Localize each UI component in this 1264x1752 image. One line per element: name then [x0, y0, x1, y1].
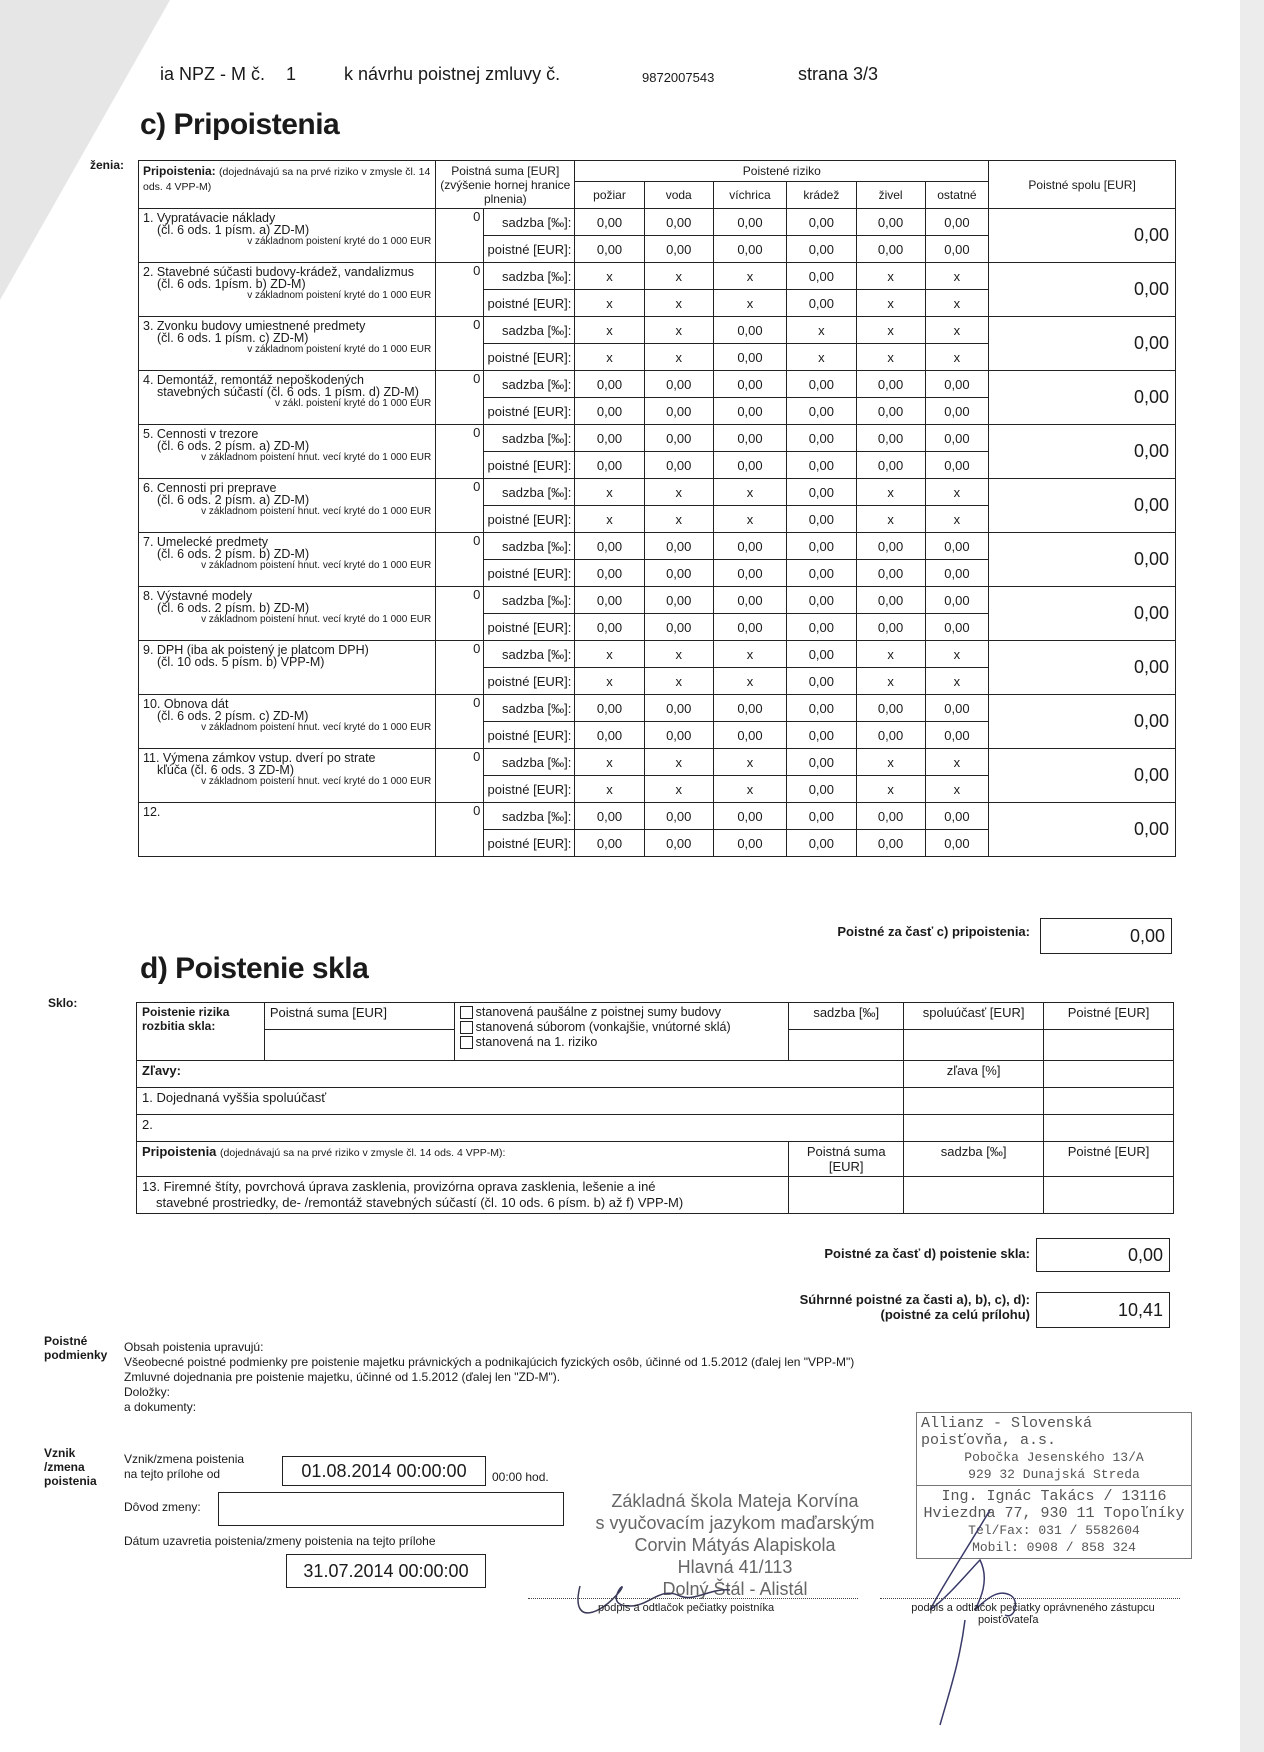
- rider-description: 5. Cennosti v trezore (čl. 6 ods. 2 písm. a) ZD-M) v základnom poistení hnut. vecí kryté do 1 000 EUR: [139, 425, 436, 479]
- col-header-risk: Poistené riziko: [575, 161, 989, 182]
- premium-cell: x: [925, 290, 989, 317]
- glass-table: [136, 1002, 1174, 1214]
- rate-cell: 0,00: [575, 803, 644, 830]
- rider-description: 10. Obnova dát (čl. 6 ods. 2 písm. c) ZD-M) v základnom poistení hnut. vecí kryté do 1 000 EUR: [139, 695, 436, 749]
- premium-cell: 0,00: [925, 830, 989, 857]
- premium-cell: 0,00: [575, 614, 644, 641]
- glass-rate-value: [789, 1030, 904, 1061]
- reason-field: [218, 1492, 564, 1526]
- premium-cell: x: [575, 344, 644, 371]
- rate-cell: 0,00: [713, 371, 786, 398]
- premium-cell: 0,00: [713, 722, 786, 749]
- glass-riders-label: Pripoistenia (dojednávajú sa na prvé riziko v zmysle čl. 14 ods. 4 VPP-M):: [137, 1142, 789, 1177]
- conclusion-date-field: 31.07.2014 00:00:00: [286, 1554, 486, 1588]
- conditions-text: Obsah poistenia upravujú: Všeobecné poistné podmienky pre poistenie majetku právnických a podnikajúcich fyzických osôb, účinné od 1.5.2012 (ďalej len "VPP-M") Zmluvné dojednania pre poistenie majetku, účinné od 1.5.2012 (ďalej len "ZD-M"). Doložky: a dokumenty:: [124, 1340, 855, 1414]
- premium-cell: 0,00: [713, 398, 786, 425]
- rate-cell: 0,00: [856, 371, 925, 398]
- rate-cell: 0,00: [644, 587, 713, 614]
- discount-pct-label: zľava [%]: [904, 1061, 1044, 1088]
- discounts-label: Zľavy:: [137, 1061, 904, 1088]
- premium-cell: x: [856, 668, 925, 695]
- rate-cell: x: [925, 317, 989, 344]
- premium-cell: 0,00: [575, 236, 644, 263]
- rate-label: sadzba [‰]:: [484, 803, 575, 830]
- rider-sum: 0: [436, 533, 484, 587]
- contract-number: 9872007543: [642, 70, 715, 85]
- rider-rate-row: [139, 749, 1176, 776]
- glass-risk-label: Poistenie rizika rozbitia skla:: [137, 1003, 265, 1061]
- rate-cell: 0,00: [856, 533, 925, 560]
- premium-cell: 0,00: [644, 614, 713, 641]
- premium-cell: x: [925, 668, 989, 695]
- rate-cell: 0,00: [925, 533, 989, 560]
- premium-cell: x: [713, 290, 786, 317]
- premium-cell: x: [644, 344, 713, 371]
- premium-cell: 0,00: [713, 236, 786, 263]
- rate-cell: 0,00: [787, 641, 856, 668]
- premium-cell: x: [575, 776, 644, 803]
- policyholder-sign-line: [528, 1598, 858, 1599]
- rate-cell: 0,00: [575, 209, 644, 236]
- rate-cell: 0,00: [787, 371, 856, 398]
- glass-rider-13: 13. Firemné štíty, povrchová úprava zasklenia, provizórna oprava zasklenia, lešenie a iné stavebné prostriedky, de- /remontáž stavebných súčastí (čl. 10 ods. 6 písm. b) až f) VPP-M): [137, 1177, 789, 1214]
- checkbox[interactable]: [460, 1021, 473, 1034]
- col-header-sum: Poistná suma [EUR] (zvýšenie hornej hranice plnenia): [436, 161, 575, 209]
- rider-sum: 0: [436, 803, 484, 857]
- premium-cell: 0,00: [856, 452, 925, 479]
- rider-total: 0,00: [989, 803, 1176, 857]
- rate-cell: 0,00: [644, 209, 713, 236]
- discount-row: 1. Dojednaná vyššia spoluúčasť: [137, 1088, 904, 1115]
- rate-cell: x: [925, 263, 989, 290]
- glass-rate-label: sadzba [‰]: [789, 1003, 904, 1030]
- agent-sign-line: [880, 1598, 1180, 1599]
- rate-cell: 0,00: [713, 533, 786, 560]
- rate-cell: 0,00: [787, 533, 856, 560]
- discount-value: [904, 1088, 1044, 1115]
- premium-cell: 0,00: [925, 614, 989, 641]
- premium-cell: 0,00: [644, 398, 713, 425]
- rate-cell: 0,00: [856, 425, 925, 452]
- glass-sum-value: [264, 1030, 454, 1061]
- premium-cell: 0,00: [644, 830, 713, 857]
- rider-rate-row: [139, 587, 1176, 614]
- rate-label: sadzba [‰]:: [484, 317, 575, 344]
- rate-cell: 0,00: [644, 425, 713, 452]
- premium-cell: x: [925, 506, 989, 533]
- rider-description: 11. Výmena zámkov vstup. dverí po strate kľúča (čl. 6 ods. 3 ZD-M) v základnom poistení hnut. vecí kryté do 1 000 EUR: [139, 749, 436, 803]
- rate-cell: x: [856, 263, 925, 290]
- rider-total: 0,00: [989, 425, 1176, 479]
- origin-date-field: 01.08.2014 00:00:00: [282, 1456, 486, 1486]
- section-c-title: c) Pripoistenia: [140, 108, 340, 141]
- rider-sum: 0: [436, 479, 484, 533]
- rate-label: sadzba [‰]:: [484, 587, 575, 614]
- header-prefix: ia NPZ - M č.: [160, 64, 266, 84]
- premium-cell: 0,00: [787, 290, 856, 317]
- rate-cell: x: [856, 749, 925, 776]
- section-c-total-label: Poistné za časť c) pripoistenia:: [837, 924, 1030, 939]
- glass-sum-label: Poistná suma [EUR]: [264, 1003, 454, 1030]
- rate-cell: x: [925, 479, 989, 506]
- rate-cell: 0,00: [787, 695, 856, 722]
- rider-sum: 0: [436, 749, 484, 803]
- premium-cell: 0,00: [856, 560, 925, 587]
- premium-label: poistné [EUR]:: [484, 344, 575, 371]
- premium-cell: x: [925, 776, 989, 803]
- premium-label: poistné [EUR]:: [484, 236, 575, 263]
- rate-cell: 0,00: [787, 425, 856, 452]
- rider-total: 0,00: [989, 317, 1176, 371]
- rate-cell: 0,00: [713, 317, 786, 344]
- rider-description: 8. Výstavné modely (čl. 6 ods. 2 písm. b) ZD-M) v základnom poistení hnut. vecí kryté do 1 000 EUR: [139, 587, 436, 641]
- rider-total: 0,00: [989, 263, 1176, 317]
- rate-label: sadzba [‰]:: [484, 425, 575, 452]
- conclusion-label: Dátum uzavretia poistenia/zmeny poistenia na tejto prílohe: [124, 1534, 436, 1548]
- rate-label: sadzba [‰]:: [484, 749, 575, 776]
- rate-cell: 0,00: [787, 803, 856, 830]
- risk-header: krádež: [787, 182, 856, 209]
- section-c-total-value: 0,00: [1040, 918, 1172, 954]
- premium-cell: 0,00: [925, 722, 989, 749]
- premium-cell: 0,00: [925, 452, 989, 479]
- rider-description: 1. Vypratávacie náklady (čl. 6 ods. 1 písm. a) ZD-M) v základnom poistení kryté do 1 000 EUR: [139, 209, 436, 263]
- premium-cell: x: [644, 776, 713, 803]
- premium-label: poistné [EUR]:: [484, 668, 575, 695]
- glass-options: stanovená paušálne z poistnej sumy budovy stanovená súborom (vonkajšie, vnútorné sklá) stanovená na 1. riziko: [454, 1003, 789, 1061]
- rider-sum: 0: [436, 425, 484, 479]
- rate-cell: 0,00: [925, 695, 989, 722]
- col-header-desc: Pripoistenia: (dojednávajú sa na prvé riziko v zmysle čl. 14 ods. 4 VPP-M): [139, 161, 436, 209]
- rate-label: sadzba [‰]:: [484, 263, 575, 290]
- rider-sum: 0: [436, 587, 484, 641]
- rate-cell: 0,00: [713, 587, 786, 614]
- premium-cell: x: [856, 290, 925, 317]
- rate-cell: x: [713, 749, 786, 776]
- risk-header: požiar: [575, 182, 644, 209]
- section-d-total-label: Poistné za časť d) poistenie skla:: [824, 1246, 1030, 1261]
- section-d-side-label: Sklo:: [48, 996, 78, 1010]
- section-d-title: d) Poistenie skla: [140, 952, 369, 985]
- rider-rate-row: [139, 533, 1176, 560]
- rate-cell: 0,00: [787, 263, 856, 290]
- premium-label: poistné [EUR]:: [484, 290, 575, 317]
- section-d-total-value: 0,00: [1036, 1238, 1170, 1272]
- premium-cell: 0,00: [787, 560, 856, 587]
- page-number: strana 3/3: [798, 64, 879, 84]
- premium-cell: 0,00: [787, 722, 856, 749]
- rate-cell: 0,00: [925, 587, 989, 614]
- rider-description: 12.: [139, 803, 436, 857]
- rate-cell: x: [925, 749, 989, 776]
- rate-cell: 0,00: [644, 695, 713, 722]
- premium-label: poistné [EUR]:: [484, 452, 575, 479]
- insurer-stamp: Allianz - Slovenská poisťovňa, a.s. Pobočka Jesenského 13/A 929 32 Dunajská Streda Ing. Ignác Takács / 13116 Hviezdna 77, 930 11 Topoľníky Tel/Fax: 031 / 5582604 Mobil: 0908 / 858 324: [916, 1412, 1192, 1559]
- premium-cell: x: [713, 776, 786, 803]
- rider-description: 3. Zvonku budovy umiestnené predmety (čl. 6 ods. 1 písm. c) ZD-M) v základnom poistení kryté do 1 000 EUR: [139, 317, 436, 371]
- rate-cell: x: [644, 641, 713, 668]
- premium-cell: 0,00: [644, 236, 713, 263]
- rider-sum: 0: [436, 641, 484, 695]
- premium-cell: x: [575, 668, 644, 695]
- rate-label: sadzba [‰]:: [484, 533, 575, 560]
- premium-cell: 0,00: [575, 398, 644, 425]
- premium-cell: x: [856, 776, 925, 803]
- rider-rate-row: [139, 425, 1176, 452]
- rider-sum: 0: [436, 209, 484, 263]
- premium-cell: 0,00: [787, 668, 856, 695]
- rider-total: 0,00: [989, 641, 1176, 695]
- premium-label: poistné [EUR]:: [484, 722, 575, 749]
- premium-cell: 0,00: [644, 722, 713, 749]
- premium-cell: 0,00: [713, 614, 786, 641]
- rider-description: 7. Umelecké predmety (čl. 6 ods. 2 písm. b) ZD-M) v základnom poistení hnut. vecí kryté do 1 000 EUR: [139, 533, 436, 587]
- rider-rate-row: [139, 479, 1176, 506]
- premium-cell: 0,00: [925, 398, 989, 425]
- premium-cell: x: [644, 506, 713, 533]
- rider-total: 0,00: [989, 587, 1176, 641]
- premium-cell: 0,00: [575, 722, 644, 749]
- rider-total: 0,00: [989, 533, 1176, 587]
- rate-cell: 0,00: [856, 587, 925, 614]
- premium-cell: 0,00: [856, 398, 925, 425]
- rate-cell: x: [856, 641, 925, 668]
- glass-add-sum-label: Poistná suma [EUR]: [789, 1142, 904, 1177]
- premium-cell: x: [787, 344, 856, 371]
- premium-cell: 0,00: [575, 830, 644, 857]
- premium-cell: x: [856, 506, 925, 533]
- rate-cell: 0,00: [575, 533, 644, 560]
- rate-cell: 0,00: [575, 371, 644, 398]
- rider-description: 4. Demontáž, remontáž nepoškodených stavebných súčastí (čl. 6 ods. 1 písm. d) ZD-M) v zákl. poistení kryté do 1 000 EUR: [139, 371, 436, 425]
- rate-cell: 0,00: [787, 749, 856, 776]
- risk-header: živel: [856, 182, 925, 209]
- premium-cell: 0,00: [787, 776, 856, 803]
- premium-cell: 0,00: [787, 614, 856, 641]
- rider-total: 0,00: [989, 209, 1176, 263]
- rate-cell: x: [644, 317, 713, 344]
- rate-cell: 0,00: [713, 803, 786, 830]
- rider-total: 0,00: [989, 749, 1176, 803]
- premium-cell: x: [925, 344, 989, 371]
- premium-cell: 0,00: [925, 236, 989, 263]
- riders-table: [138, 160, 1176, 857]
- rate-cell: 0,00: [856, 209, 925, 236]
- rate-cell: x: [575, 749, 644, 776]
- school-stamp: Základná škola Mateja Korvína s vyučovacím jazykom maďarským Corvin Mátyás Alapiskola Hlavná 41/113 Dolný Štál - Alistál: [595, 1491, 875, 1599]
- origin-from-label: Vznik/zmena poistenia na tejto prílohe od: [124, 1452, 245, 1481]
- rate-cell: 0,00: [787, 209, 856, 236]
- premium-cell: 0,00: [856, 236, 925, 263]
- rider-rate-row: [139, 209, 1176, 236]
- rate-label: sadzba [‰]:: [484, 641, 575, 668]
- rate-cell: 0,00: [644, 371, 713, 398]
- premium-label: poistné [EUR]:: [484, 830, 575, 857]
- glass-premium-value: [1044, 1030, 1174, 1061]
- rate-cell: 0,00: [925, 371, 989, 398]
- rate-cell: 0,00: [925, 803, 989, 830]
- rate-cell: 0,00: [575, 425, 644, 452]
- premium-label: poistné [EUR]:: [484, 506, 575, 533]
- rate-cell: 0,00: [575, 587, 644, 614]
- glass-deduct-value: [904, 1030, 1044, 1061]
- col-header-total: Poistné spolu [EUR]: [989, 161, 1176, 209]
- discount-premium: [1044, 1088, 1174, 1115]
- premium-cell: 0,00: [856, 830, 925, 857]
- premium-label: poistné [EUR]:: [484, 560, 575, 587]
- glass-rider-premium: [1044, 1177, 1174, 1214]
- premium-cell: x: [713, 506, 786, 533]
- premium-cell: x: [644, 668, 713, 695]
- rate-cell: x: [644, 479, 713, 506]
- rate-cell: 0,00: [713, 209, 786, 236]
- rate-cell: 0,00: [856, 803, 925, 830]
- rate-cell: x: [856, 317, 925, 344]
- rate-cell: 0,00: [925, 425, 989, 452]
- rate-cell: 0,00: [787, 587, 856, 614]
- premium-cell: 0,00: [787, 452, 856, 479]
- header-middle: k návrhu poistnej zmluvy č.: [344, 64, 561, 84]
- header-number: 1: [286, 64, 297, 84]
- risk-header: víchrica: [713, 182, 786, 209]
- rider-rate-row: [139, 695, 1176, 722]
- rate-cell: x: [644, 749, 713, 776]
- glass-add-rate-label: sadzba [‰]: [904, 1142, 1044, 1177]
- conditions-side-label: Poistné podmienky: [44, 1334, 108, 1362]
- rider-sum: 0: [436, 317, 484, 371]
- premium-label: poistné [EUR]:: [484, 614, 575, 641]
- premium-cell: x: [575, 290, 644, 317]
- rate-label: sadzba [‰]:: [484, 371, 575, 398]
- rider-rate-row: [139, 803, 1176, 830]
- premium-label: poistné [EUR]:: [484, 776, 575, 803]
- premium-cell: 0,00: [713, 452, 786, 479]
- risk-header: ostatné: [925, 182, 989, 209]
- premium-cell: 0,00: [856, 722, 925, 749]
- premium-cell: 0,00: [644, 452, 713, 479]
- premium-cell: 0,00: [713, 830, 786, 857]
- risk-header: voda: [644, 182, 713, 209]
- rider-description: 6. Cennosti pri preprave (čl. 6 ods. 2 písm. a) ZD-M) v základnom poistení hnut. vecí kryté do 1 000 EUR: [139, 479, 436, 533]
- premium-cell: 0,00: [575, 560, 644, 587]
- agent-sign-caption: podpis a odtlačok pečiatky oprávneného zástupcu poisťovateľa: [911, 1602, 1155, 1626]
- checkbox[interactable]: [460, 1006, 473, 1019]
- rate-cell: 0,00: [856, 695, 925, 722]
- checkbox[interactable]: [460, 1036, 473, 1049]
- rate-cell: x: [713, 641, 786, 668]
- premium-cell: 0,00: [713, 344, 786, 371]
- discount-empty: [1044, 1061, 1174, 1088]
- rate-label: sadzba [‰]:: [484, 695, 575, 722]
- premium-cell: 0,00: [925, 560, 989, 587]
- rate-cell: x: [856, 479, 925, 506]
- rate-cell: 0,00: [644, 803, 713, 830]
- rider-total: 0,00: [989, 479, 1176, 533]
- rate-label: sadzba [‰]:: [484, 209, 575, 236]
- rate-cell: x: [575, 263, 644, 290]
- rider-description: 2. Stavebné súčasti budovy-krádež, vandalizmus (čl. 6 ods. 1písm. b) ZD-M) v základnom poistení kryté do 1 000 EUR: [139, 263, 436, 317]
- rate-cell: 0,00: [787, 479, 856, 506]
- rider-rate-row: [139, 371, 1176, 398]
- glass-premium-label: Poistné [EUR]: [1044, 1003, 1174, 1030]
- rate-cell: x: [575, 641, 644, 668]
- rate-cell: 0,00: [575, 695, 644, 722]
- rider-rate-row: [139, 263, 1176, 290]
- rate-cell: x: [713, 479, 786, 506]
- discount-value: [904, 1115, 1044, 1142]
- policyholder-sign-caption: podpis a odtlačok pečiatky poistníka: [598, 1602, 775, 1614]
- rate-cell: x: [713, 263, 786, 290]
- premium-cell: 0,00: [787, 506, 856, 533]
- section-c-side-label: ženia:: [90, 158, 125, 172]
- policyholder-signature: [560, 1566, 740, 1626]
- rider-rate-row: [139, 641, 1176, 668]
- premium-cell: 0,00: [575, 452, 644, 479]
- rate-cell: x: [787, 317, 856, 344]
- premium-cell: 0,00: [787, 236, 856, 263]
- rate-cell: 0,00: [925, 209, 989, 236]
- premium-cell: 0,00: [787, 398, 856, 425]
- page-edge-shadow: [1240, 0, 1264, 1752]
- premium-cell: 0,00: [644, 560, 713, 587]
- rate-cell: x: [575, 479, 644, 506]
- rider-rate-row: [139, 317, 1176, 344]
- rate-cell: 0,00: [644, 533, 713, 560]
- discount-premium: [1044, 1115, 1174, 1142]
- summary-label: Súhrnné poistné za časti a), b), c), d): (poistné za celú prílohu): [799, 1292, 1030, 1322]
- rate-cell: x: [644, 263, 713, 290]
- premium-label: poistné [EUR]:: [484, 398, 575, 425]
- premium-cell: 0,00: [713, 560, 786, 587]
- rate-cell: x: [925, 641, 989, 668]
- premium-cell: x: [575, 506, 644, 533]
- origin-side-label: Vznik /zmena poistenia: [44, 1446, 97, 1488]
- glass-rider-sum: [789, 1177, 904, 1214]
- premium-cell: 0,00: [856, 614, 925, 641]
- glass-add-premium-label: Poistné [EUR]: [1044, 1142, 1174, 1177]
- rider-sum: 0: [436, 263, 484, 317]
- summary-total-value: 10,41: [1036, 1292, 1170, 1328]
- premium-cell: 0,00: [787, 830, 856, 857]
- rider-total: 0,00: [989, 695, 1176, 749]
- premium-cell: x: [856, 344, 925, 371]
- glass-rider-rate: [904, 1177, 1044, 1214]
- rider-sum: 0: [436, 371, 484, 425]
- rate-label: sadzba [‰]:: [484, 479, 575, 506]
- discount-row: 2.: [137, 1115, 904, 1142]
- rate-cell: 0,00: [713, 425, 786, 452]
- origin-hour-suffix: 00:00 hod.: [492, 1470, 549, 1484]
- rider-description: 9. DPH (iba ak poistený je platcom DPH) (čl. 10 ods. 5 písm. b) VPP-M): [139, 641, 436, 695]
- rider-total: 0,00: [989, 371, 1176, 425]
- rate-cell: 0,00: [713, 695, 786, 722]
- rider-sum: 0: [436, 695, 484, 749]
- premium-cell: x: [713, 668, 786, 695]
- reason-label: Dôvod zmeny:: [124, 1500, 201, 1514]
- glass-deduct-label: spoluúčasť [EUR]: [904, 1003, 1044, 1030]
- premium-cell: x: [644, 290, 713, 317]
- rate-cell: x: [575, 317, 644, 344]
